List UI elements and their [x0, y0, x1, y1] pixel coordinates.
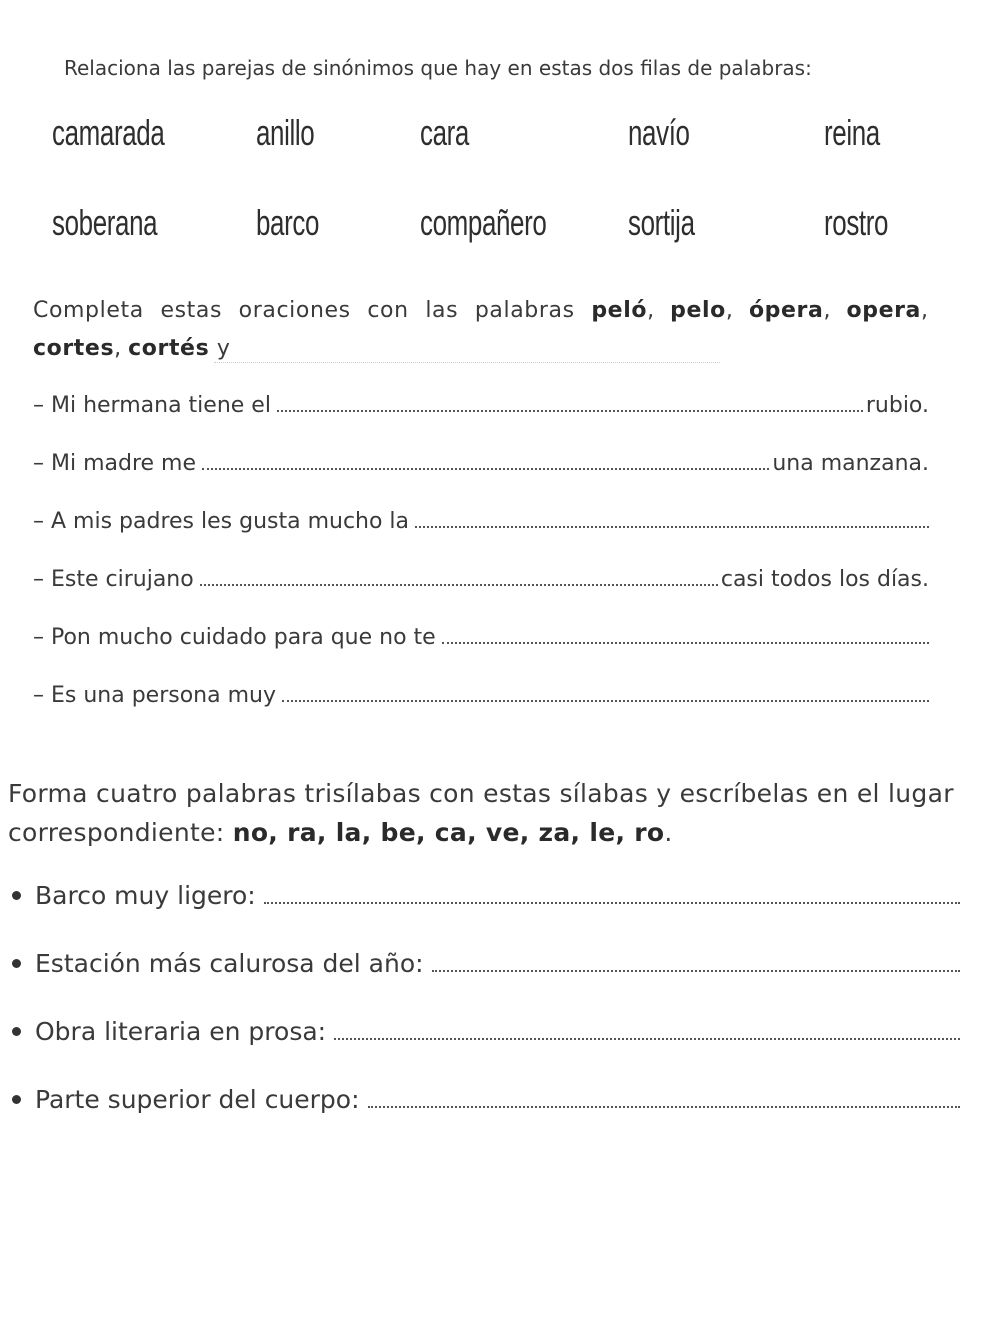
sentence-end: rubio. — [865, 393, 929, 418]
synonym-word[interactable]: anillo — [256, 112, 315, 153]
word-option: peló — [591, 298, 648, 323]
sentence-start: – Mi hermana tiene el — [33, 393, 271, 418]
syllable-list: no, ra, la, be, ca, ve, za, le, ro — [232, 818, 665, 847]
sentence-row — [33, 620, 929, 650]
answer-blank[interactable] — [368, 1106, 960, 1108]
bullet-icon — [12, 1027, 21, 1036]
sentence-row — [33, 678, 929, 708]
synonym-word[interactable]: camarada — [52, 112, 165, 153]
sentence-end: casi todos los días. — [720, 567, 929, 592]
clue-item — [10, 876, 960, 910]
synonym-word[interactable]: sortija — [628, 202, 695, 243]
bullet-icon — [12, 891, 21, 900]
sentence-start: – Es una persona muy — [33, 683, 276, 708]
instruction-text: Forma cuatro palabras trisílabas con estas sílabas y escríbelas en el lugar correspondiente: — [8, 779, 954, 847]
answer-blank[interactable] — [415, 526, 929, 528]
instruction-text: y — [209, 336, 231, 361]
sentence-start: – Mi madre me — [33, 451, 197, 476]
answer-blank[interactable] — [200, 584, 718, 586]
bullet-icon — [12, 959, 21, 968]
answer-blank[interactable] — [264, 902, 960, 904]
instruction-text: Completa estas oraciones con las palabras — [33, 298, 592, 323]
answer-blank[interactable] — [442, 642, 929, 644]
answer-blank[interactable] — [432, 970, 960, 972]
synonym-word[interactable]: reina — [824, 112, 880, 153]
clue-item — [10, 1012, 960, 1046]
synonym-word[interactable]: cara — [420, 112, 469, 153]
sentence-start: – Pon mucho cuidado para que no te — [33, 625, 436, 650]
sentence-row — [33, 388, 929, 418]
clue-item — [10, 944, 960, 978]
synonym-word[interactable]: rostro — [824, 202, 889, 243]
clue-text: Barco muy ligero: — [35, 881, 256, 910]
exercise2-instruction: Completa estas oraciones con las palabras peló, pelo, ópera, opera, cortes, cortés y — [33, 298, 928, 361]
word-option: ópera — [748, 298, 824, 323]
divider — [214, 362, 720, 363]
sentence-start: – Este cirujano — [33, 567, 194, 592]
sentence-row — [33, 446, 929, 476]
synonym-word[interactable]: soberana — [52, 202, 158, 243]
sentence-row — [33, 562, 929, 592]
word-option: opera — [846, 298, 921, 323]
answer-blank[interactable] — [334, 1038, 960, 1040]
answer-blank[interactable] — [277, 410, 863, 412]
synonym-word[interactable]: compañero — [420, 202, 547, 243]
word-option: cortés — [128, 336, 210, 361]
clue-text: Estación más calurosa del año: — [35, 949, 424, 978]
word-option: cortes — [33, 336, 115, 361]
bullet-icon — [12, 1095, 21, 1104]
clue-text: Parte superior del cuerpo: — [35, 1085, 360, 1114]
exercise1-instruction: Relaciona las parejas de sinónimos que hay en estas dos filas de palabras: — [64, 56, 812, 80]
sentence-start: – A mis padres les gusta mucho la — [33, 509, 410, 534]
sentence-end: una manzana. — [772, 451, 929, 476]
word-option: pelo — [670, 298, 726, 323]
synonym-word[interactable]: barco — [256, 202, 320, 243]
exercise3-instruction — [8, 774, 968, 852]
clue-text: Obra literaria en prosa: — [35, 1017, 327, 1046]
synonym-word[interactable]: navío — [628, 112, 690, 153]
answer-blank[interactable] — [282, 700, 929, 702]
sentence-row — [33, 504, 929, 534]
clue-item — [10, 1080, 960, 1114]
instruction-text: . — [664, 818, 673, 847]
answer-blank[interactable] — [202, 468, 769, 470]
